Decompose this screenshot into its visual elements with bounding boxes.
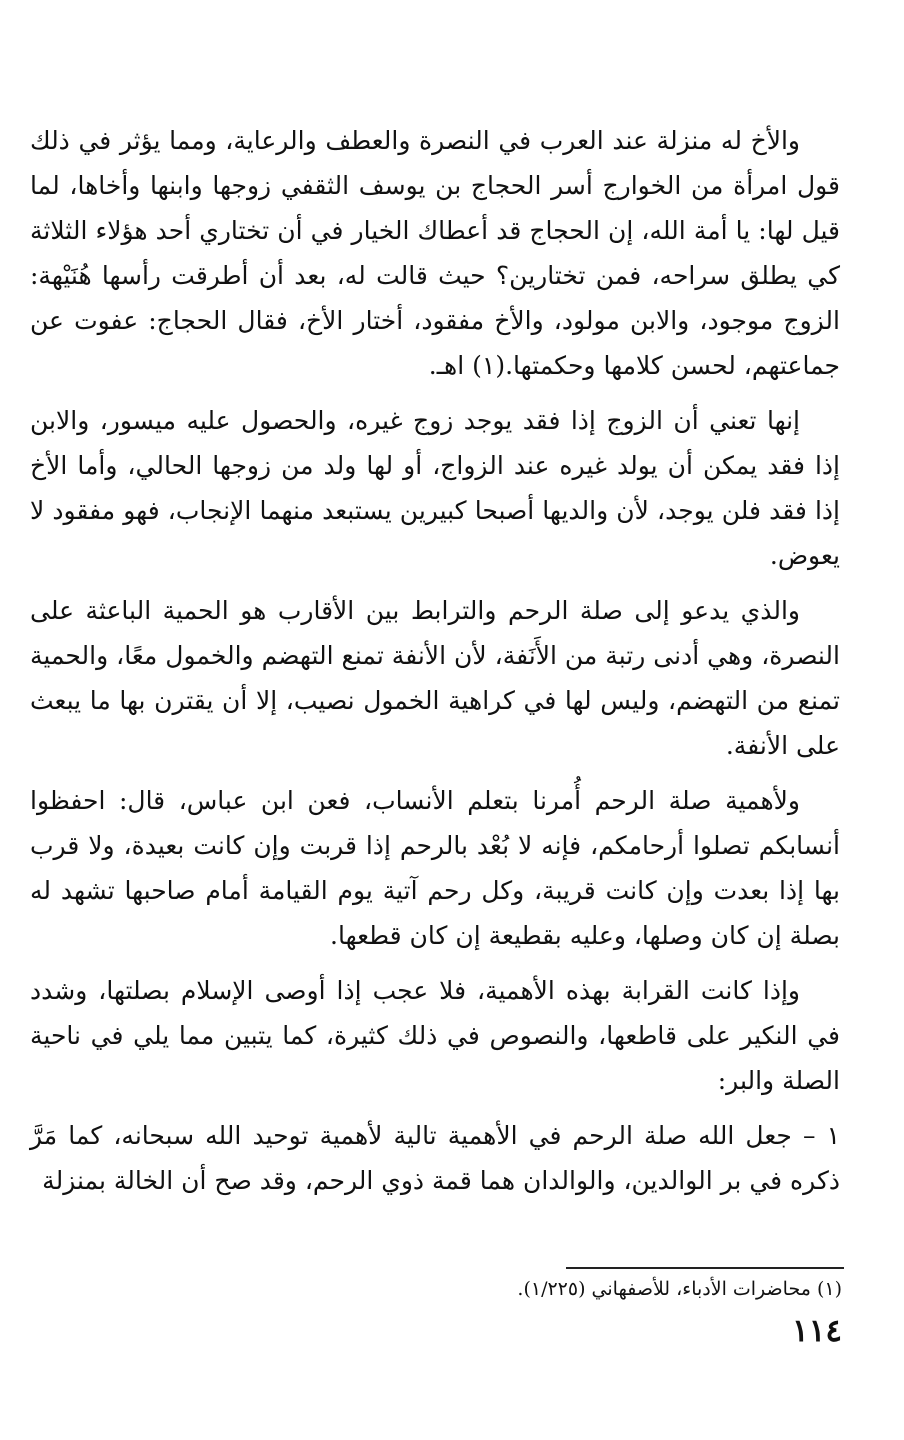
paragraph-hamiyya: والذي يدعو إلى صلة الرحم والترابط بين الأقارب هو الحمية الباعثة على النصرة، وهي أدنى رتبة من الأَنَفة، لأن الأنفة تمنع التهضم والخمول معًا، والحمية تمنع من التهضم، وليس لها في كراهية الخمول نصيب، إلا أن يقترن بها ما يبعث على الأنفة. bbox=[30, 596, 840, 760]
paragraph-meaning: إنها تعني أن الزوج إذا فقد يوجد زوج غيره، والحصول عليه ميسور، والابن إذا فقد يمكن أن يولد غيره عند الزواج، أو لها ولد من زوجها الحالي، وأما الأخ إذا فقد فلن يوجد، لأن والديها أصبحا كبيرين يستبعد منهما الإنجاب، فهو مفقود لا يعوض. bbox=[30, 406, 840, 570]
list-item-1: ١ – جعل الله صلة الرحم في الأهمية تالية لأهمية توحيد الله سبحانه، كما مَرَّ ذكره في بر الوالدين، والوالدان هما قمة ذوي الرحم، وقد صح أن الخالة بمنزلة bbox=[30, 1121, 840, 1195]
page-number: ١١٤ bbox=[792, 1313, 842, 1349]
page-body bbox=[30, 118, 840, 1203]
paragraph-importance: وإذا كانت القرابة بهذه الأهمية، فلا عجب إذا أوصى الإسلام بصلتها، وشدد في النكير على قاطعها، والنصوص في ذلك كثيرة، كما يتبين مما يلي في ناحية الصلة والبر: bbox=[30, 976, 840, 1095]
footnote: (١) محاضرات الأدباء، للأصفهاني (١/٢٢٥). bbox=[517, 1278, 842, 1300]
footnote-divider bbox=[566, 1267, 844, 1269]
paragraph-lineage: ولأهمية صلة الرحم أُمرنا بتعلم الأنساب، فعن ابن عباس، قال: احفظوا أنسابكم تصلوا أرحامكم، فإنه لا بُعْد بالرحم إذا قربت وإن كانت بعيدة، ولا قرب بها إذا بعدت وإن كانت قريبة، وكل رحم آتية يوم القيامة أمام صاحبها تشهد له بصلة إن كان وصلها، وعليه بقطيعة إن كان قطعها. bbox=[30, 786, 840, 950]
paragraph-brother-status: والأخ له منزلة عند العرب في النصرة والعطف والرعاية، ومما يؤثر في ذلك قول امرأة من الخوارج أسر الحجاج بن يوسف الثقفي زوجها وابنها وأخاها، لما قيل لها: يا أمة الله، إن الحجاج قد أعطاك الخيار في أن تختاري أحد هؤلاء الثلاثة كي يطلق سراحه، فمن تختارين؟ حيث قالت له، بعد أن أطرقت رأسها هُنَيْهة: الزوج موجود، والابن مولود، والأخ مفقود، أختار الأخ، فقال الحجاج: عفوت عن جماعتهم، لحسن كلامها وحكمتها.(١) اهـ. bbox=[30, 126, 840, 380]
